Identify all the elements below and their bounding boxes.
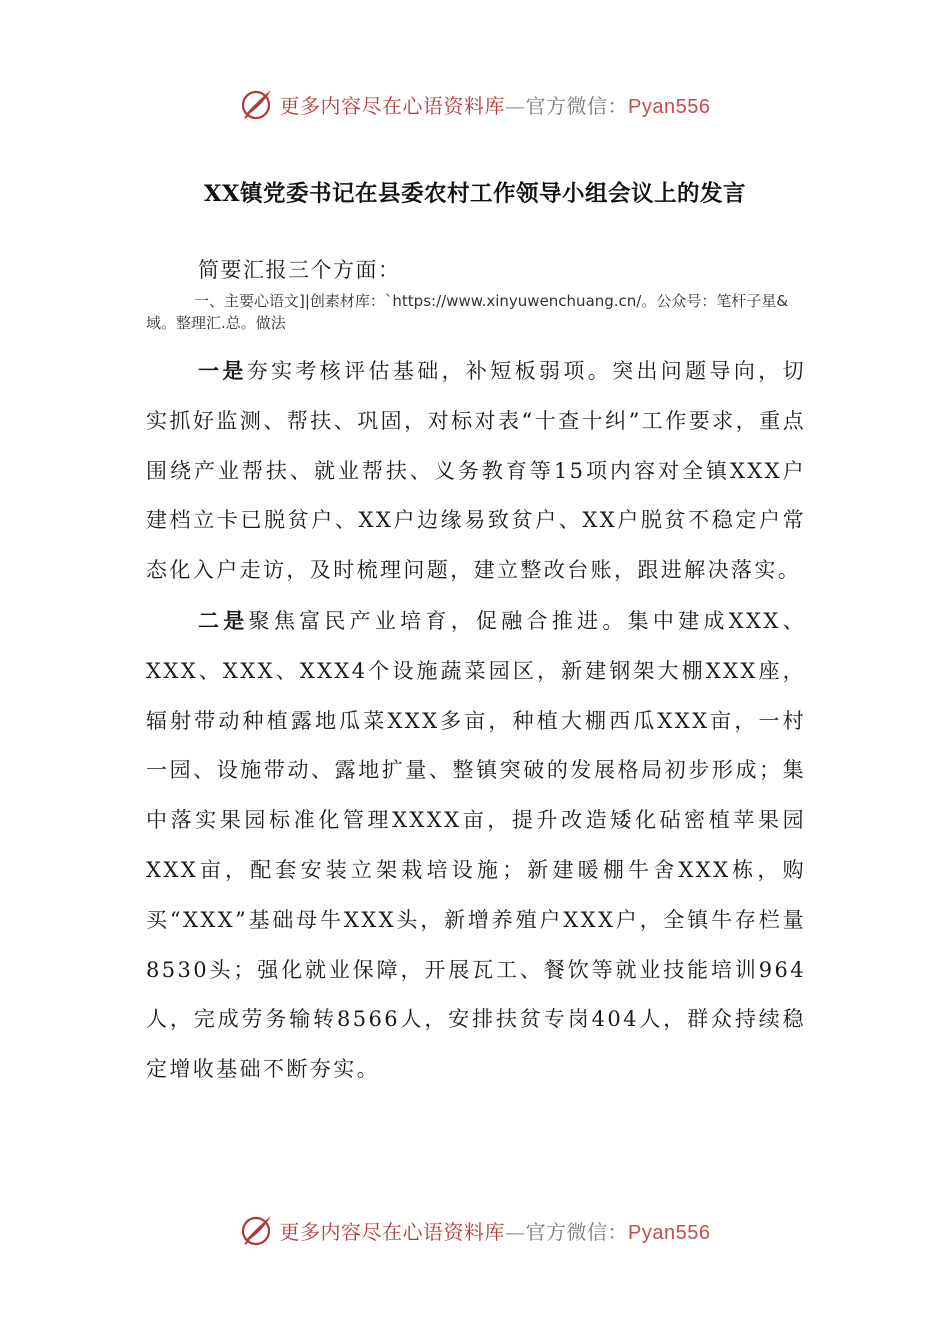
banner-wechat-id: Pyan556 <box>628 95 711 118</box>
header-banner <box>0 82 950 126</box>
banner-dash: — <box>505 93 526 118</box>
paragraph-1-lead: 一是 <box>198 358 247 383</box>
footer-banner-dash: — <box>505 1219 526 1244</box>
banner-content <box>240 87 711 121</box>
footer-banner-content <box>240 1213 711 1247</box>
paragraph-1-text: 夯实考核评估基础，补短板弱项。突出问题导向，切实抓好监测、帮扶、巩固，对标对表“十查十纠”工作要求，重点围绕产业帮扶、就业帮扶、义务教育等15项内容对全镇XXX户建档立卡已脱贫户、XX户边缘易致贫户、XX户脱贫不稳定户常态化入户走访，及时梳理问题，建立整改台账，跟进解决落实。 <box>146 359 806 583</box>
paragraph-2-text: 聚焦富民产业培育，促融合推进。集中建成XXX、XXX、XXX、XXX4个设施蔬菜园区，新建钢架大棚XXX座，辐射带动种植露地瓜菜XXX多亩，种植大棚西瓜XXX亩，一村一园、设施带动、露地扩量、整镇突破的发展格局初步形成；集中落实果园标准化管理XXXX亩，提升改造矮化砧密植苹果园XXX亩，配套安装立架栽培设施；新建暖棚牛舍XXX栋，购买“XXX”基础母牛XXX头，新增养殖户XXX户，全镇牛存栏量8530头；强化就业保障，开展瓦工、餐饮等就业技能培训964人，完成劳务输转8566人，安排扶贫专岗404人，群众持续稳定增收基础不断夯实。 <box>146 608 806 1082</box>
paragraph-1 <box>146 346 806 596</box>
document-title: XX镇党委书记在县委农村工作领导小组会议上的发言 <box>204 181 746 207</box>
footer-banner-wechat-label: 官方微信： <box>525 1219 629 1244</box>
quill-pen-logo-icon <box>240 87 274 121</box>
footer-banner-main-text: 更多内容尽在心语资料库 <box>279 1219 506 1244</box>
document-body <box>146 250 806 1095</box>
footer-banner <box>0 1208 950 1252</box>
paragraph-2-lead: 二是 <box>198 607 249 633</box>
quill-pen-logo-icon <box>240 1213 274 1247</box>
intro-line: 简要汇报三个方面： <box>198 258 401 282</box>
paragraph-2 <box>146 596 806 1095</box>
footer-banner-wechat-id: Pyan556 <box>628 1221 711 1244</box>
source-note: 一、主要心语文]|创素材库：`https://www.xinyuwenchuang.cn/。公众号：笔杆子星&域。整理汇.总。做法 <box>146 292 789 332</box>
banner-text <box>280 90 711 119</box>
footer-banner-text <box>280 1216 711 1245</box>
banner-main-text: 更多内容尽在心语资料库 <box>279 93 506 118</box>
banner-wechat-label: 官方微信： <box>525 93 629 118</box>
